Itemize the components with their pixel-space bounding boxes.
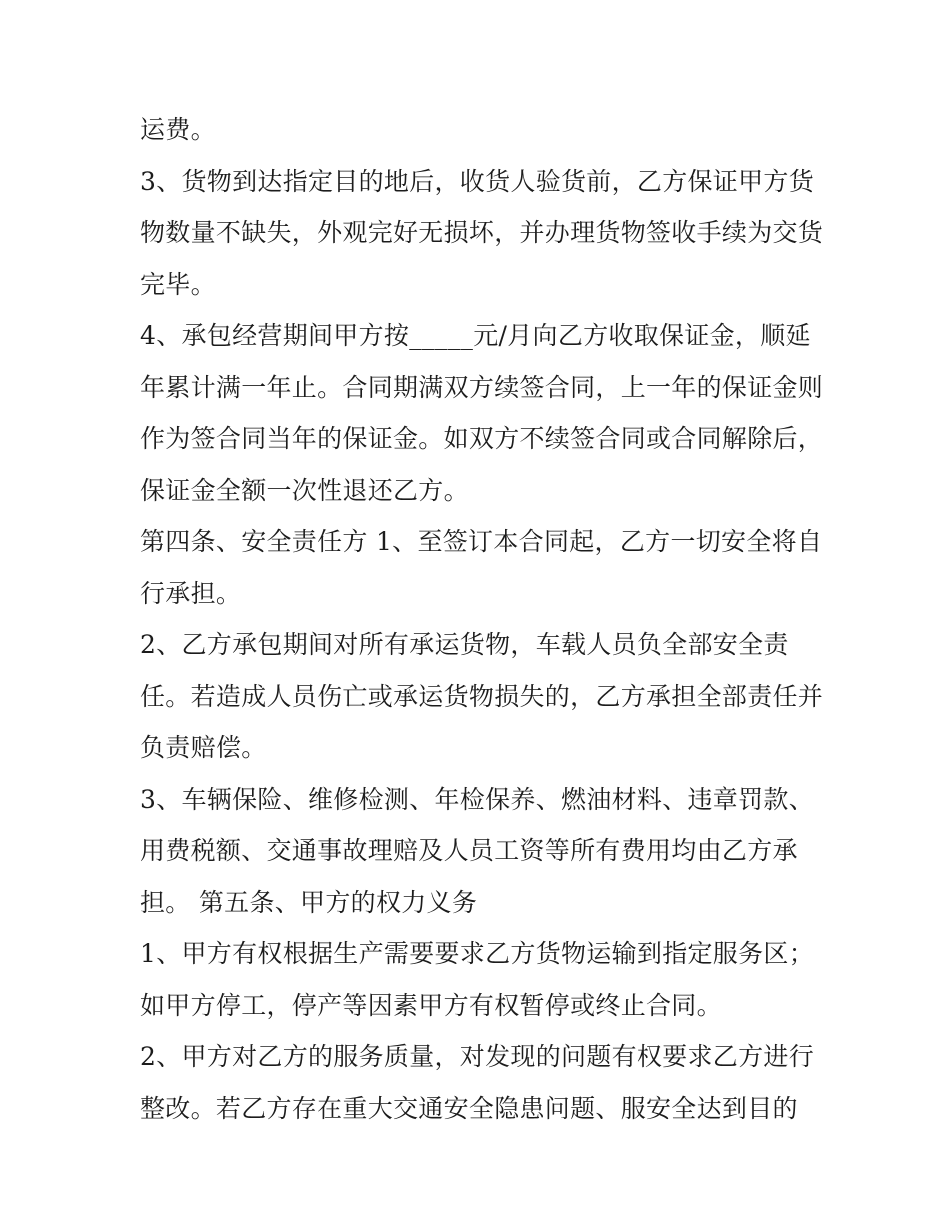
text-line: 如甲方停工，停产等因素甲方有权暂停或终止合同。 [140,990,722,1020]
text-line: 1、甲方有权根据生产需要要求乙方货物运输到指定服务区； [140,939,815,968]
text-line: 担。 第五条、甲方的权力义务 [140,887,478,917]
text-line: 第四条、安全责任方 1、至签订本合同起，乙方一切安全将自 [140,527,823,556]
text-line: 完毕。 [140,269,216,299]
text-line: 保证金全额一次性退还乙方。 [140,475,469,505]
text-line: 3、车辆保险、维修检测、年检保养、燃油材料、违章罚款、 [140,784,815,814]
text-line: 任。若造成人员伤亡或承运货物损失的，乙方承担全部责任并 [140,681,824,711]
text-line: 4、承包经营期间甲方按_____元/月向乙方收取保证金，顺延 [140,321,811,350]
text-line: 年累计满一年止。合同期满双方续签合同，上一年的保证金则 [140,372,824,402]
text-line: 整改。若乙方存在重大交通安全隐患问题、服安全达到目的 [140,1093,798,1123]
text-line: 物数量不缺失，外观完好无损坏，并办理货物签收手续为交货 [140,218,824,247]
text-line: 行承担。 [140,578,242,608]
text-line: 运费。 [140,115,216,144]
text-line: 3、货物到达指定目的地后，收货人验货前，乙方保证甲方货 [140,166,815,196]
text-line: 2、乙方承包期间对所有承运货物，车载人员负全部安全责 [140,630,789,659]
text-line: 2、甲方对乙方的服务质量，对发现的问题有权要求乙方进行 [140,1042,815,1071]
text-line: 作为签合同当年的保证金。如双方不续签合同或合同解除后， [140,424,824,453]
text-line: 用费税额、交通事故理赔及人员工资等所有费用均由乙方承 [140,836,798,865]
text-line: 负责赔偿。 [140,733,267,762]
document-body [140,104,824,1134]
